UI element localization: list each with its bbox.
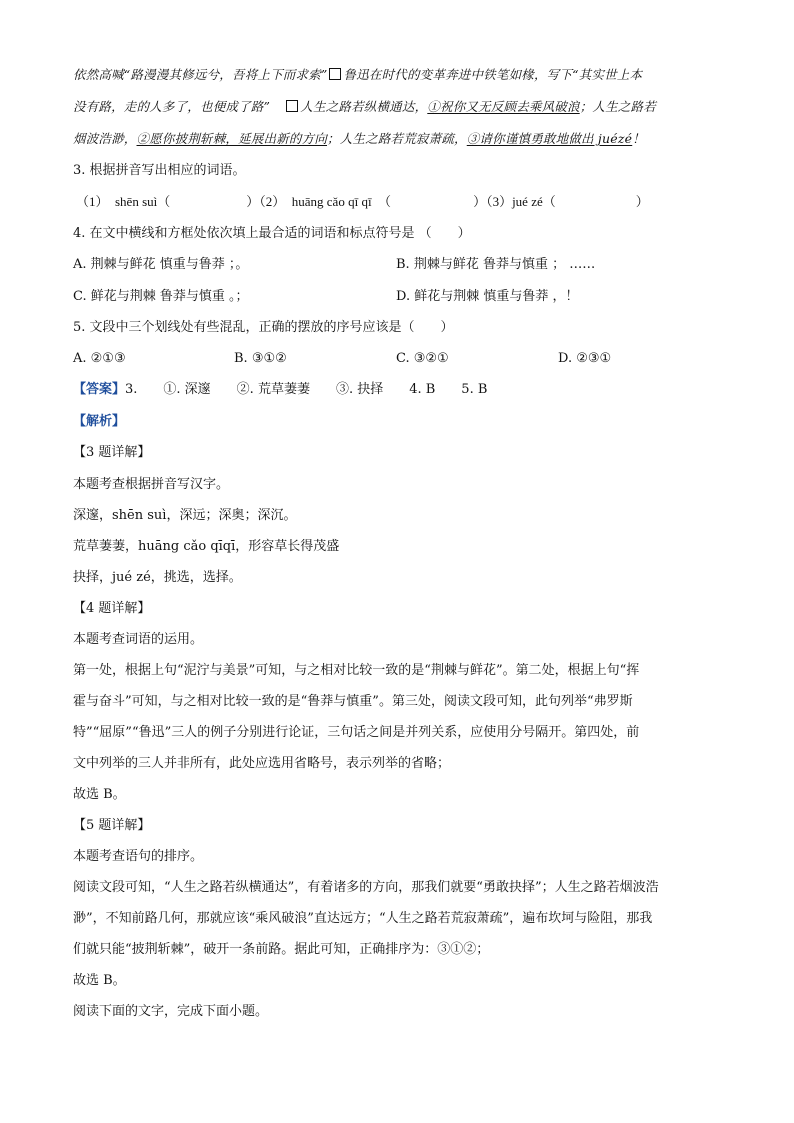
fill-box [329,68,341,80]
detail-3-line: 深邃，shēn suì，深远；深奥；深沉。 [73,508,297,523]
passage-text: ；人生之路若 [579,99,656,114]
detail-4-line: 霍与奋斗”可知，与之相对比较一致的是“鲁莽与慎重”。第三处，阅读文段可知，此句列举“弗罗斯 [73,694,633,709]
detail-5-line: 阅读文段可知，“人生之路若纵横通达”，有着诸多的方向，那我们就要“勇敢抉择”；人生之路若烟波浩 [73,880,659,895]
q5-option-d: D. ②③① [558,351,612,366]
q5-option-c: C. ③②① [396,351,449,366]
q3-item-1: （1） shēn suì（ [76,194,171,209]
passage-text: 依然高喊“路漫漫其修远兮，吾将上下而求索” [73,67,328,82]
detail-5-line: 阅读下面的文字，完成下面小题。 [73,1004,269,1019]
q4-option-d: D. 鲜花与荆棘 慎重与鲁莽 ，！ [396,289,579,304]
q4-option-a: A. 荆棘与鲜花 慎重与鲁莽 ；。 [73,257,249,272]
detail-5-line: 们就只能“披荆斩棘”，破开一条前路。据此可知，正确排序为：③①②； [73,942,490,957]
question-3-items [76,193,649,211]
passage-text: 鲁迅在时代的变革奔进中铁笔如椽，写下“其实世上本 [343,67,643,82]
question-3-title: 3. 根据拼音写出相应的词语。 [73,163,246,178]
q4-option-c: C. 鲜花与荆棘 鲁莽与慎重 。； [73,289,249,304]
passage-line-3 [73,130,645,148]
detail-4-line: 第一处，根据上句“泥泞与美景”可知，与之相对比较一致的是“荆棘与鲜花”。第二处，根据上句“挥 [73,663,640,678]
underlined-sentence-2: ②愿你披荆斩棘，延展出新的方向 [136,131,328,146]
answer-text: 3. ①. 深邃 ②. 荒草萋萋 ③. 抉择 4. B 5. B [125,382,488,397]
q3-item-3: ）（3）jué zé（ [473,194,556,209]
detail-4-heading: 【4 题详解】 [73,601,151,616]
detail-4-line: 文中列举的三人并非所有，此处应选用省略号，表示列举的省略； [73,756,451,771]
detail-3-line: 本题考查根据拼音写汉字。 [73,477,230,492]
detail-5-line: 故选 B。 [73,973,126,988]
fill-box [286,100,298,112]
detail-5-heading: 【5 题详解】 [73,818,151,833]
passage-line-2 [73,98,656,116]
analysis-tag: 【解析】 [73,414,126,429]
passage-text: ！ [632,131,645,146]
passage-line-1 [73,66,642,84]
q5-option-b: B. ③①② [234,351,287,366]
passage-text: ；人生之路若荒寂萧疏， [327,131,467,146]
detail-5-line: 渺”，不知前路几何，那就应该“乘风破浪”直达远方；“人生之路若荒寂萧疏”，遍布坎坷与险阻，那我 [73,911,653,926]
underlined-sentence-1: ①祝你又无反顾去乘风破浪 [427,99,580,114]
answer-tag: 【答案】 [73,382,126,397]
passage-text: 烟波浩渺， [73,131,137,146]
detail-5-line: 本题考查语句的排序。 [73,849,204,864]
detail-4-line: 本题考查词语的运用。 [73,632,204,647]
passage-text: 人生之路若纵横通达， [300,99,428,114]
q3-item-2: ）（2） huāng cǎo qī qī （ [246,194,392,209]
detail-3-heading: 【3 题详解】 [73,445,151,460]
answer-line [73,381,487,399]
detail-4-line: 特”“屈原”“鲁迅”三人的例子分别进行论证，三句话之间是并列关系，应使用分号隔开。第四处，前 [73,725,640,740]
q3-item-end: ） [635,194,649,209]
underlined-sentence-3: ③请你谨慎勇敢地做出 juézé [466,131,633,146]
detail-3-line: 抉择，jué zé，挑选，选择。 [73,570,242,585]
q5-option-a: A. ②①③ [73,351,126,366]
detail-4-line: 故选 B。 [73,787,126,802]
passage-text: 没有路，走的人多了，也便成了路” [73,99,271,114]
question-4-title: 4. 在文中横线和方框处依次填上最合适的词语和标点符号是 （ ） [73,226,471,241]
q4-option-b: B. 荆棘与鲜花 鲁莽与慎重 ； …… [396,257,596,272]
detail-3-line: 荒草萋萋，huāng cǎo qīqī，形容草长得茂盛 [73,539,340,554]
question-5-title: 5. 文段中三个划线处有些混乱，正确的摆放的序号应该是（ ） [73,320,454,335]
